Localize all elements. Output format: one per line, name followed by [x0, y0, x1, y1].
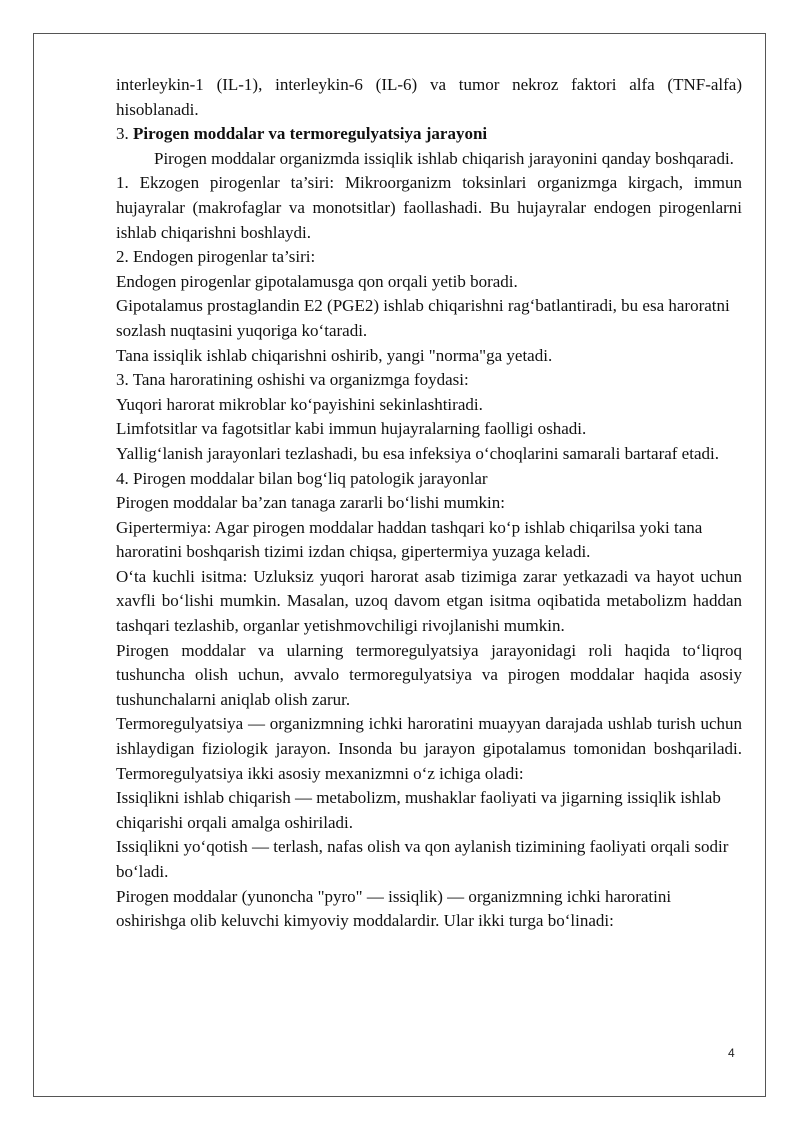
paragraph-endogenous-2: Gipotalamus prostaglandin E2 (PGE2) ishlab chiqarishni rag‘batlantiradi, bu esa haroratni sozlash nuqtasini yuqoriga ko‘taradi.: [116, 296, 730, 340]
paragraph-endogenous-title: 2. Endogen pirogenlar ta’siri:: [116, 247, 316, 267]
paragraph-endogenous-3: Tana issiqlik ishlab chiqarishni oshirib, yangi "norma"ga yetadi.: [116, 345, 553, 365]
paragraph-pathology-title: 4. Pirogen moddalar bilan bog‘liq patologik jarayonlar: [116, 468, 488, 488]
paragraph-heat-loss: Issiqlikni yo‘qotish — terlash, nafas olish va qon aylanish tizimining faoliyati orqali sodir bo‘ladi.: [116, 837, 729, 881]
paragraph-exogenous: 1. Ekzogen pirogenlar ta’siri: Mikroorganizm toksinlari organizmga kirgach, immun hujayralar (makrofaglar va monotsitlar) faollashadi. Bu hujayralar endogen pirogenlarni ishlab chiqarishni boshlaydi.: [116, 173, 742, 242]
section-heading: [116, 122, 742, 147]
page-content: [116, 73, 742, 934]
paragraph-pathology-intro: Pirogen moddalar ba’zan tanaga zararli bo‘lishi mumkin:: [116, 493, 505, 513]
paragraph-benefits-1: Yuqori harorat mikroblar ko‘payishini sekinlashtiradi.: [116, 394, 483, 414]
page-number: 4: [728, 1046, 735, 1060]
section-heading-number: 3.: [116, 124, 129, 144]
paragraph-high-fever: O‘ta kuchli isitma: Uzluksiz yuqori harorat asab tizimiga zarar yetkazadi va hayot uchun xavfli bo‘lishi mumkin. Masalan, uzoq davom etgan isitma oqibatida metabolizm haddan tashqari tezlashib, organlar yetishmovchiligi rivojlanishi mumkin.: [116, 566, 742, 636]
paragraph-endogenous-1: Endogen pirogenlar gipotalamusga qon orqali yetib boradi.: [116, 271, 518, 291]
paragraph-benefits-2: Limfotsitlar va fagotsitlar kabi immun hujayralarning faolligi oshadi.: [116, 419, 587, 439]
paragraph-intro: Pirogen moddalar organizmda issiqlik ishlab chiqarish jarayonini qanday boshqaradi.: [154, 148, 734, 168]
paragraph-thermoregulation: Termoregulyatsiya — organizmning ichki haroratini muayyan darajada ushlab turish uchun ishlaydigan fiziologik jarayon. Insonda bu jarayon gipotalamus tomonidan boshqariladi. Termoregulyatsiya ikki asosiy mexanizmni o‘z ichiga oladi:: [116, 714, 742, 783]
paragraph-hyperthermia: Gipertermiya: Agar pirogen moddalar haddan tashqari ko‘p ishlab chiqarilsa yoki tana haroratini boshqarish tizimi izdan chiqsa, gipertermiya yuzaga keladi.: [116, 517, 703, 562]
paragraph-heat-production: Issiqlikni ishlab chiqarish — metabolizm, mushaklar faoliyati va jigarning issiqlik ishlab chiqarishi orqali amalga oshiriladi.: [116, 788, 721, 832]
paragraph-interleukins: interleykin-1 (IL-1), interleykin-6 (IL-6) va tumor nekroz faktori alfa (TNF-alfa) hisoblanadi.: [116, 75, 742, 119]
paragraph-benefits-title: 3. Tana haroratining oshishi va organizmga foydasi:: [116, 370, 469, 390]
section-heading-title: Pirogen moddalar va termoregulyatsiya jarayoni: [133, 124, 488, 144]
paragraph-pyrogen-definition: Pirogen moddalar (yunoncha "pyro" — issiqlik) — organizmning ichki haroratini oshirishga olib keluvchi kimyoviy moddalardir. Ular ikki turga bo‘linadi:: [116, 886, 672, 931]
paragraph-understanding: Pirogen moddalar va ularning termoregulyatsiya jarayonidagi roli haqida to‘liqroq tushuncha olish uchun, avvalo termoregulyatsiya va pirogen moddalar haqida asosiy tushunchalarni aniqlab olish zarur.: [116, 640, 742, 709]
paragraph-benefits-3: Yallig‘lanish jarayonlari tezlashadi, bu esa infeksiya o‘choqlarini samarali bartaraf etadi.: [116, 443, 719, 463]
